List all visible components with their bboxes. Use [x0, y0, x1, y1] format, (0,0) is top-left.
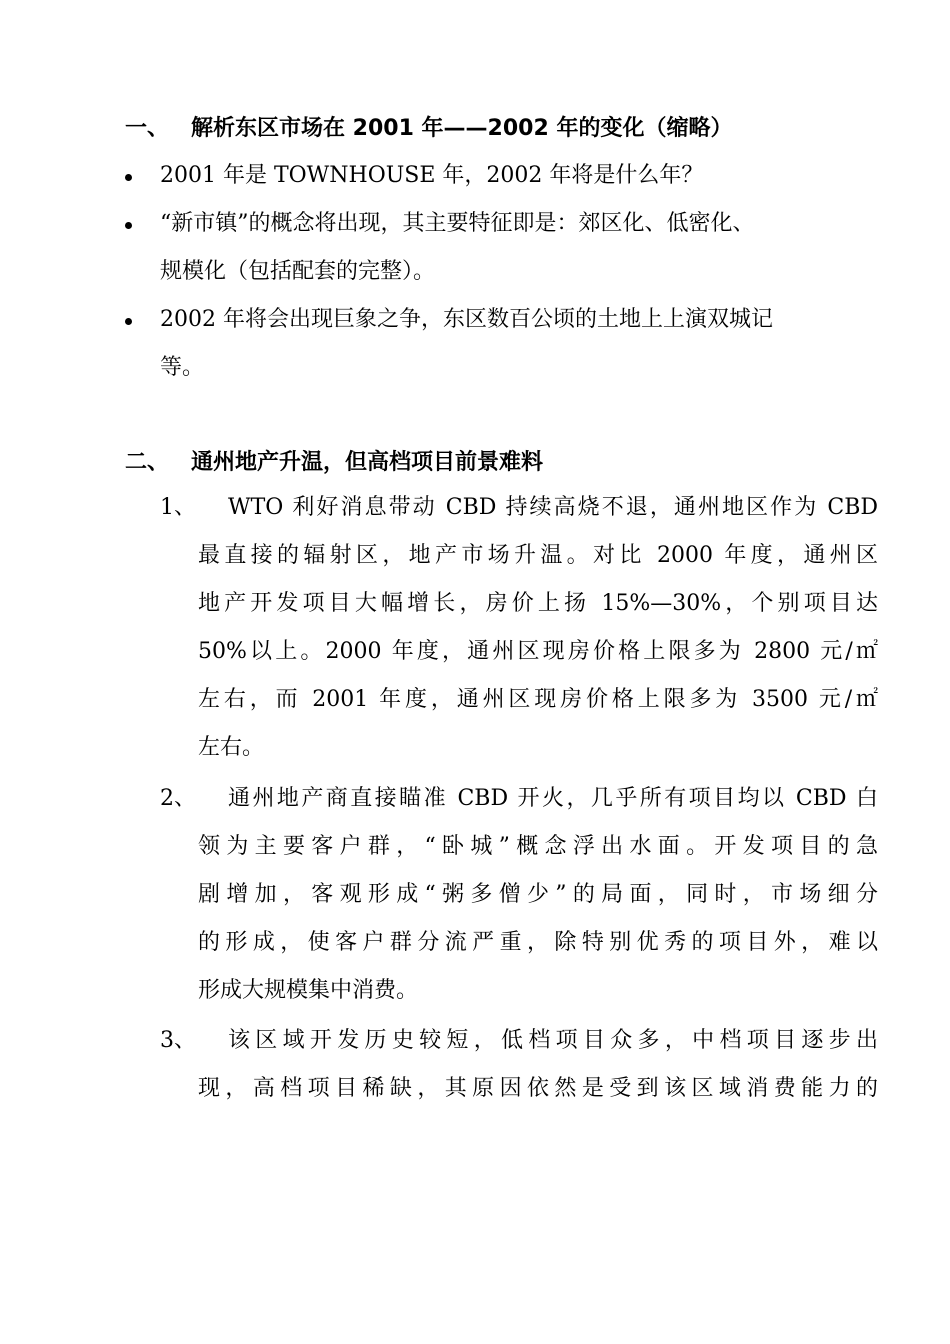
item-3-marker: 3、	[160, 1028, 196, 1053]
bullet-icon	[125, 174, 132, 181]
item-1-line-1: WTO 利好消息带动 CBD 持续高烧不退，通州地区作为 CBD	[228, 495, 878, 520]
section-1-title: 解析东区市场在 2001 年——2002 年的变化（缩略）	[191, 116, 733, 141]
bullet-item-3	[125, 296, 915, 392]
bullet-icon	[125, 318, 132, 325]
section-1-number: 一、	[125, 116, 170, 141]
item-3-line-1: 该区域开发历史较短，低档项目众多，中档项目逐步出	[228, 1028, 878, 1053]
bullet-item-2	[125, 200, 915, 296]
item-1-line-3: 地产开发项目大幅增长，房价上扬 15%—30%，个别项目达	[198, 591, 878, 616]
numbered-item-2	[160, 775, 880, 1015]
item-2-line-5: 形成大规模集中消费。	[198, 978, 419, 1003]
section-2-title: 通州地产升温，但高档项目前景难料	[191, 450, 544, 475]
item-2-line-3: 剧增加，客观形成“粥多僧少”的局面，同时，市场细分	[198, 882, 878, 907]
bullet-1-line-1: 2001 年是 TOWNHOUSE 年，2002 年将是什么年？	[160, 163, 704, 188]
bullet-3-line-2: 等。	[160, 355, 205, 380]
numbered-item-1	[160, 484, 880, 772]
item-1-line-5: 左右，而 2001 年度，通州区现房价格上限多为 3500 元/㎡	[198, 687, 878, 712]
item-1-line-2: 最直接的辐射区，地产市场升温。对比 2000 年度，通州区	[198, 543, 878, 568]
item-1-line-4: 50%以上。2000 年度，通州区现房价格上限多为 2800 元/㎡	[198, 639, 878, 664]
item-2-marker: 2、	[160, 786, 196, 811]
bullet-item-1	[125, 152, 915, 200]
item-3-line-2: 现，高档项目稀缺，其原因依然是受到该区域消费能力的	[198, 1076, 878, 1101]
bullet-3-line-1: 2002 年将会出现巨象之争，东区数百公顷的土地上上演双城记	[160, 307, 773, 332]
bullet-2-line-2: 规模化（包括配套的完整）。	[160, 259, 436, 284]
item-2-line-2: 领为主要客户群，“卧城”概念浮出水面。开发项目的急	[198, 834, 878, 859]
item-1-line-6: 左右。	[198, 735, 265, 760]
item-2-line-1: 通州地产商直接瞄准 CBD 开火，几乎所有项目均以 CBD 白	[228, 786, 878, 811]
section-2-number: 二、	[125, 450, 170, 475]
section-1-heading	[125, 114, 732, 144]
item-2-line-4: 的形成，使客户群分流严重，除特别优秀的项目外，难以	[198, 930, 878, 955]
numbered-item-3	[160, 1017, 880, 1113]
item-1-marker: 1、	[160, 495, 196, 520]
bullet-2-line-1: “新市镇”的概念将出现，其主要特征即是：郊区化、低密化、	[160, 211, 755, 236]
section-2-heading	[125, 448, 543, 478]
bullet-icon	[125, 222, 132, 229]
